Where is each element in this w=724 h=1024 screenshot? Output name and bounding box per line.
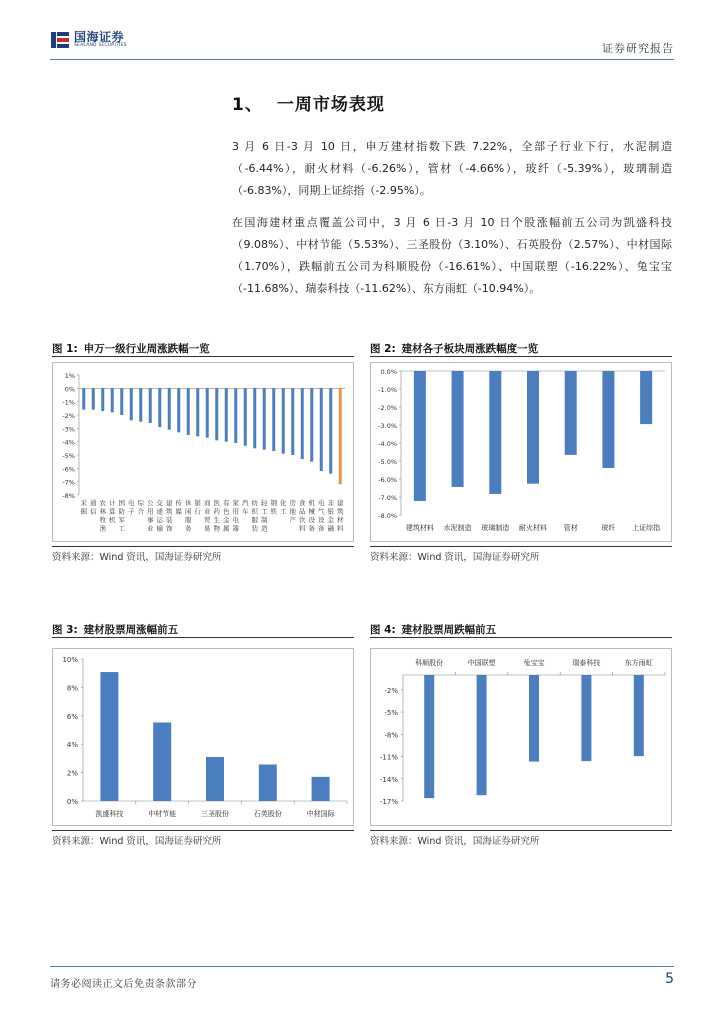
y-tick-label: -4% [62,438,75,447]
y-tick-label: -1% [62,398,75,407]
x-label-建筑材料: 建筑材料 [405,524,434,532]
x-label-char: 业 [204,507,211,516]
bar-玻璃制造 [489,371,501,494]
x-label-char: 交 [156,499,163,507]
x-label-char: 电 [318,499,325,507]
bar-中材国际 [312,777,330,801]
y-tick-label: -2% [384,686,398,695]
bar-耐火材料 [527,371,539,484]
x-label-char: 闲 [185,507,192,516]
bar-上证综指 [640,371,652,424]
chart-top5-gainers [52,648,354,826]
bar-公用事业 [149,388,152,423]
brand-logo [50,30,127,50]
bar-凯盛科技 [100,672,118,801]
x-label-char: 用 [147,507,154,516]
bar-瑞泰科技 [581,675,591,761]
x-label-石英股份: 石英股份 [253,810,282,818]
page-number: 5 [665,971,674,987]
y-tick-label: -1.0% [378,386,397,394]
figure-2-source: 资料来源：Wind 资讯，国海证券研究所 [370,546,672,562]
bar-石英股份 [259,765,277,801]
x-label-char: 电 [232,516,239,524]
paragraph-index-summary: 3 月 6 日-3 月 10 日，申万建材指数下跌 7.22%，全部子行业下行，水泥制造（-6.44%），耐火材料（-6.26%），管材（-4.66%），玻纤（-5.39%），玻璃制造（-6.83%），同期上证综指（-2.95%）。 [232,140,672,197]
chart-industry-weekly-change [52,362,354,542]
x-label-char: 房 [289,499,296,507]
bar-非银金融 [329,388,332,473]
x-label-char: 生 [213,516,220,524]
y-tick-label: 8% [66,684,78,693]
x-label-char: 饮 [299,516,306,524]
y-tick-label: 0% [66,798,78,806]
figure-4-number: 图 4: [370,624,396,636]
y-tick-label: -7% [62,478,75,487]
bar-医药生物 [215,388,218,440]
x-label-char: 银 [327,507,334,516]
x-label-中材节能: 中材节能 [148,810,177,818]
bar-三圣股份 [206,757,224,801]
y-tick-label: -4.0% [378,440,397,448]
x-label-char: 国 [118,499,125,507]
x-label-char: 业 [147,524,154,533]
bar-传媒 [177,388,180,432]
figure-3-number: 图 3: [52,624,78,636]
x-label-char: 渔 [99,524,106,533]
bar-纺织服装 [253,388,256,448]
figure-2-caption: 建材各子板块周涨跌幅度一览 [401,343,539,355]
y-tick-label: -6% [62,465,75,474]
figure-1-caption: 申万一级行业周涨跌幅一览 [83,343,210,355]
disclaimer-note: 请务必阅读正文后免责条款部分 [50,979,197,990]
x-label-中材国际: 中材国际 [306,810,335,818]
x-label-char: 钢 [270,499,277,507]
x-label-char: 材 [337,516,344,524]
bar-玻纤 [602,371,614,468]
x-label-char: 机 [308,499,315,507]
x-label-上证综指: 上证综指 [632,524,661,532]
x-label-char: 牧 [99,516,106,524]
x-label-char: 公 [147,499,154,507]
x-label-中国联塑: 中国联塑 [467,659,496,667]
bar-中材节能 [153,722,171,801]
bar-建筑材料 [339,388,342,484]
bar-钢铁 [272,388,275,451]
x-label-玻纤: 玻纤 [601,524,616,532]
bar-采掘 [82,388,85,409]
chart-4-svg [371,649,671,825]
x-label-char: 料 [337,524,344,533]
x-label-char: 药 [213,507,220,516]
y-tick-label: -3.0% [378,422,397,430]
y-tick-label: 1% [64,372,75,380]
x-label-char: 地 [289,507,296,516]
x-label-char: 掘 [80,507,87,516]
x-label-char: 食 [299,499,306,507]
y-tick-label: 4% [66,741,78,750]
x-label-char: 非 [327,499,334,507]
bar-中国联塑 [477,675,487,795]
bar-家用电器 [234,388,237,443]
bar-建筑材料 [414,371,426,501]
page-header [50,28,674,60]
x-label-三圣股份: 三圣股份 [201,810,229,818]
x-label-char: 务 [185,524,192,533]
x-label-char: 用 [232,507,239,516]
x-label-char: 防 [118,507,125,516]
x-label-char: 备 [308,524,315,533]
x-label-char: 设 [308,516,315,524]
bar-管材 [565,371,577,455]
figure-3-source: 资料来源：Wind 资讯，国海证券研究所 [52,830,354,846]
x-label-char: 车 [242,507,249,516]
x-label-char: 农 [99,499,106,507]
x-label-水泥制造: 水泥制造 [443,524,472,532]
chart-3-svg [53,649,353,825]
y-tick-label: -14% [379,775,398,784]
chart-2-svg [371,363,671,541]
x-label-char: 机 [109,516,116,524]
bar-有色金属 [225,388,228,441]
figure-4-title [370,622,672,638]
figure-3-caption: 建材股票周涨幅前五 [83,624,179,636]
x-label-char: 事 [147,516,154,524]
x-label-char: 料 [299,524,306,533]
bar-休闲服务 [187,388,190,435]
bar-国防军工 [120,388,123,415]
x-label-char: 商 [204,499,211,507]
x-label-耐火材料: 耐火材料 [519,524,547,532]
x-label-char: 气 [318,507,325,516]
x-label-char: 汽 [242,499,249,507]
y-tick-label: 2% [66,769,78,778]
figure-1-title [52,341,354,357]
x-label-char: 物 [213,524,220,533]
y-tick-label: -3% [62,425,75,434]
x-label-char: 通 [156,507,163,516]
figure-3-title [52,622,354,638]
chart-subsector-weekly-change [370,362,672,542]
y-tick-label: -5.0% [378,458,397,466]
bar-化工 [282,388,285,453]
x-label-char: 采 [80,499,87,507]
x-label-char: 织 [251,507,258,516]
x-label-char: 综 [137,499,144,507]
y-tick-label: -5% [62,452,75,460]
paragraph-stock-summary: 在国海建材重点覆盖公司中，3 月 6 日-3 月 10 日个股涨幅前五公司为凯盛科技（9.08%）、中材节能（5.53%）、三圣股份（3.10%）、石英股份（2.57%）、中材国际（1.70%），跌幅前五公司为科顺股份（-16.61%）、中国联塑（-16.22%）、兔宝宝（-11.68%）、瑞泰科技（-11.62%）、东方雨虹（-10.94%）。 [232,216,672,295]
x-label-char: 银 [194,499,201,507]
x-label-char: 筑 [337,507,344,516]
x-label-玻璃制造: 玻璃制造 [481,524,510,532]
y-tick-label: -7.0% [378,494,397,502]
y-tick-label: -2% [62,412,75,420]
bar-通信 [92,388,95,409]
bar-水泥制造 [452,371,464,487]
x-label-瑞泰科技: 瑞泰科技 [572,659,601,667]
x-label-char: 器 [232,524,239,533]
bar-计算机 [111,388,114,412]
y-tick-label: -8.0% [378,512,397,520]
x-label-char: 行 [194,507,201,516]
x-label-凯盛科技: 凯盛科技 [95,810,124,818]
bar-交通运输 [158,388,161,427]
x-label-char: 传 [175,499,182,507]
bar-汽车 [244,388,247,445]
y-tick-label: -6.0% [378,476,397,484]
bar-银行 [196,388,199,436]
x-label-char: 融 [327,524,334,533]
x-label-char: 易 [204,524,211,533]
x-label-char: 服 [185,516,192,524]
x-label-char: 工 [261,507,268,516]
x-label-char: 服 [251,516,258,524]
x-label-char: 林 [99,507,106,516]
x-label-char: 械 [308,507,315,516]
x-label-char: 装 [166,516,173,524]
figure-4-caption: 建材股票周跌幅前五 [401,624,497,636]
logo-name: 国海证券 [74,30,125,45]
bar-轻工制造 [263,388,266,449]
figure-2-title [370,341,672,357]
x-label-char: 贸 [204,516,211,524]
figure-1-source: 资料来源：Wind 资讯，国海证券研究所 [52,546,354,562]
bar-食品饮料 [301,388,304,459]
x-label-char: 装 [251,524,258,533]
x-label-char: 饰 [166,524,173,533]
x-label-char: 有 [223,499,230,507]
x-label-char: 筑 [166,507,173,516]
chart-top5-losers [370,648,672,826]
x-label-char: 计 [109,499,116,507]
document-type: 证券研究报告 [602,42,674,55]
y-tick-label: -5% [384,709,398,718]
sealand-logo-icon [50,30,70,50]
x-label-char: 工 [280,507,287,516]
y-tick-label: 0.0% [380,368,397,376]
x-label-char: 医 [213,499,220,507]
section-number: 1、 [232,95,263,115]
x-label-管材: 管材 [563,524,578,532]
bar-建筑装饰 [168,388,171,429]
x-label-char: 建 [166,499,173,507]
x-label-东方雨虹: 东方雨虹 [624,659,653,667]
bar-电子 [130,388,133,420]
x-label-char: 金 [327,516,334,524]
x-label-char: 通 [90,499,97,507]
x-label-char: 化 [280,499,287,507]
x-label-char: 纺 [251,499,258,507]
y-tick-label: -2.0% [378,404,397,412]
bar-电气设备 [320,388,323,471]
x-label-char: 工 [118,524,125,533]
y-tick-label: -11% [379,753,398,762]
x-label-char: 造 [261,524,268,533]
bar-兔宝宝 [529,675,539,762]
x-label-char: 军 [118,516,125,524]
x-label-char: 输 [156,524,163,533]
x-label-char: 合 [137,507,144,516]
x-label-char: 休 [185,499,192,507]
x-label-char: 金 [223,516,230,524]
x-label-char: 电 [128,499,135,507]
y-tick-label: -8% [62,492,75,500]
bar-综合 [139,388,142,421]
x-label-char: 家 [232,499,239,507]
x-label-char: 制 [261,516,268,524]
y-tick-label: 10% [62,656,78,664]
x-label-兔宝宝: 兔宝宝 [523,659,545,667]
x-label-char: 备 [318,524,325,533]
x-label-char: 算 [109,507,116,516]
x-label-char: 运 [156,516,163,524]
x-label-char: 铁 [270,507,277,516]
y-tick-label: 0% [64,385,75,394]
y-tick-label: -8% [384,731,398,740]
section-title [232,90,385,115]
bar-科顺股份 [424,675,434,798]
x-label-char: 产 [289,516,296,524]
x-label-char: 子 [128,507,135,516]
bar-农林牧渔 [101,388,104,411]
x-label-char: 媒 [175,507,182,516]
x-label-char: 色 [223,507,230,516]
figure-1-number: 图 1: [52,343,78,355]
x-label-char: 设 [318,516,325,524]
page-footer [50,966,674,996]
section-heading: 一周市场表现 [276,95,385,115]
bar-东方雨虹 [634,675,644,756]
bar-房地产 [291,388,294,455]
chart-1-svg [53,363,353,541]
figure-2-number: 图 2: [370,343,396,355]
logo-english-name: SEALAND SECURITIES [74,43,127,49]
x-label-char: 轻 [261,499,268,507]
bar-商业贸易 [206,388,209,437]
x-label-char: 信 [90,507,97,516]
x-label-char: 建 [337,499,344,507]
figure-4-source: 资料来源：Wind 资讯，国海证券研究所 [370,830,672,846]
y-tick-label: 6% [66,712,78,721]
x-label-科顺股份: 科顺股份 [415,659,444,667]
bar-机械设备 [310,388,313,461]
x-label-char: 品 [299,507,306,516]
y-tick-label: -17% [379,798,398,806]
x-label-char: 属 [223,524,230,533]
